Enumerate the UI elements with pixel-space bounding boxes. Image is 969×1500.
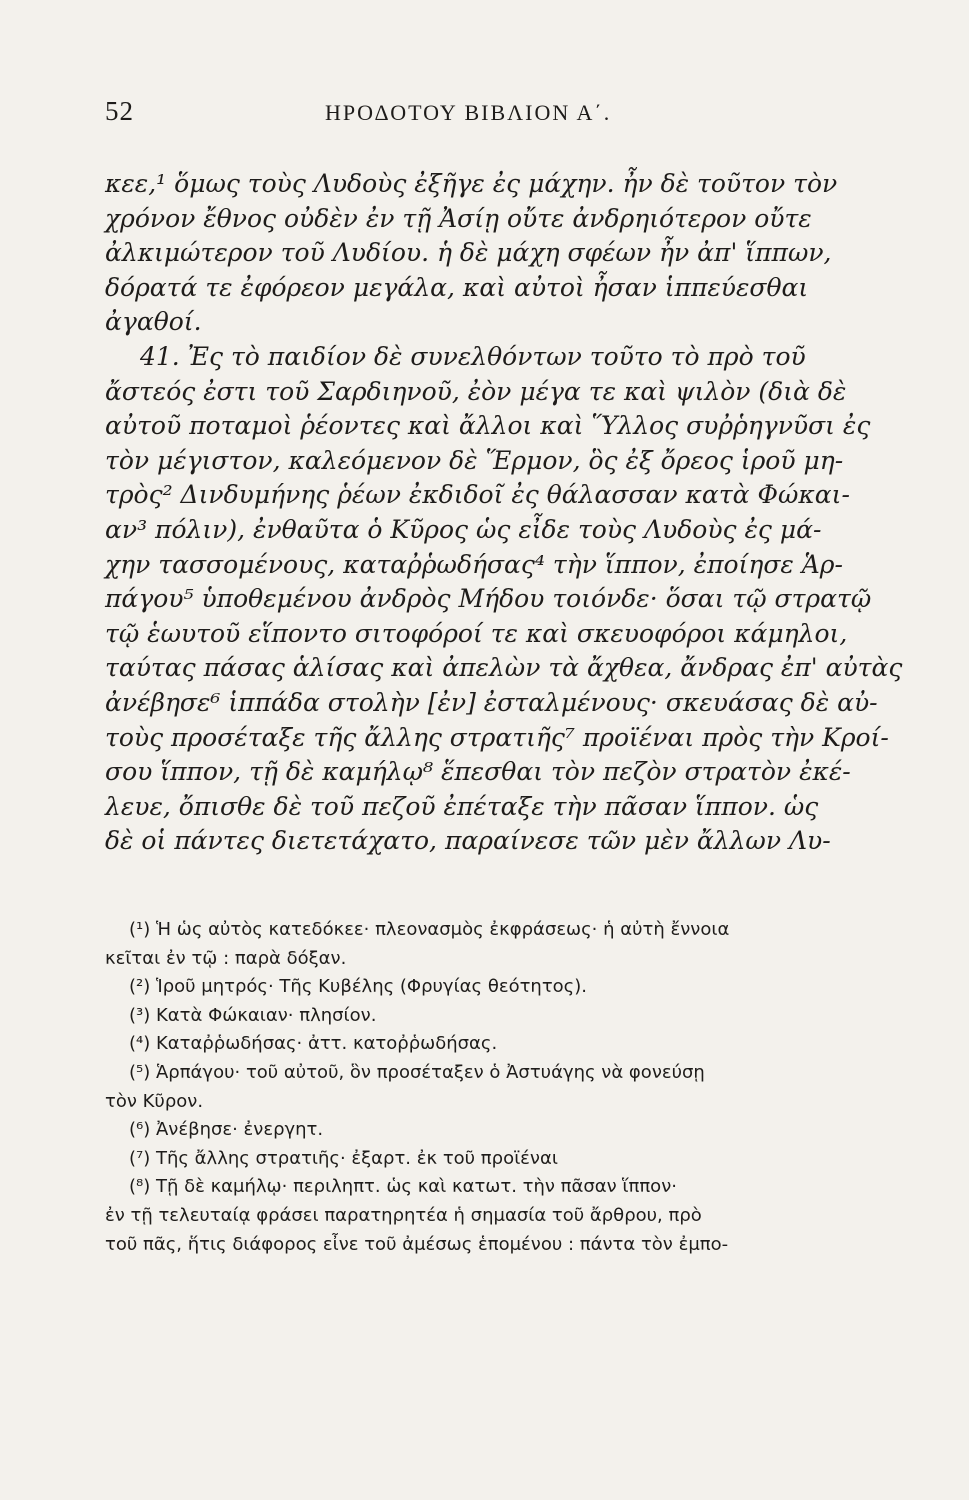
footnote-8: (⁸) Τῇ δὲ καμήλῳ· περιληπτ. ὡς καὶ κατωτ. τὴν πᾶσαν ἵππον· (129, 1176, 677, 1198)
footnote-6: (⁶) Ἀνέβησε· ἐνεργητ. (129, 1119, 324, 1141)
page-header (105, 96, 825, 136)
text-line: αν³ πόλιν), ἐνθαῦτα ὁ Κῦρος ὡς εἶδε τοὺς Λυδοὺς ἐς μά- (105, 514, 822, 544)
footnote-8-cont: τοῦ πᾶς, ἥτις διάφορος εἶνε τοῦ ἀμέσως ἑπομένου : πάντα τὸν ἐμπο- (105, 1233, 729, 1255)
text-line: χρόνον ἔθνος οὐδὲν ἐν τῇ Ἀσίῃ οὔτε ἀνδρηιότερον οὔτε (105, 203, 812, 233)
text-line: ἀγαθοί. (105, 307, 202, 337)
text-line: πάγου⁵ ὑποθεμένου ἀνδρὸς Μήδου τοιόνδε· ὅσαι τῷ στρατῷ (105, 584, 872, 614)
section-41-start: 41. Ἐς τὸ παιδίον δὲ συνελθόντων τοῦτο τὸ πρὸ τοῦ (140, 341, 806, 371)
text-line: ἀνέβησε⁶ ἱππάδα στολὴν [ἐν] ἐσταλμένους· σκευάσας δὲ αὐ- (105, 687, 878, 717)
text-line: δὲ οἱ πάντες διετετάχατο, παραίνεσε τῶν μὲν ἄλλων Λυ- (105, 826, 831, 856)
main-text (105, 167, 915, 859)
text-line: ταύτας πάσας ἁλίσας καὶ ἀπελὼν τὰ ἄχθεα, ἄνδρας ἐπ' αὐτὰς (105, 653, 903, 683)
footnote-2: (²) Ἱροῦ μητρός· Τῆς Κυβέλης (Φρυγίας θεότητος). (129, 976, 587, 998)
text-line: λευε, ὄπισθε δὲ τοῦ πεζοῦ ἐπέταξε τὴν πᾶσαν ἵππον. ὡς (105, 791, 819, 821)
text-line: σου ἵππον, τῇ δὲ καμήλῳ⁸ ἕπεσθαι τὸν πεζὸν στρατὸν ἐκέ- (105, 757, 851, 787)
text-line: τοὺς προσέταξε τῆς ἄλλης στρατιῆς⁷ προϊέναι πρὸς τὴν Κροί- (105, 722, 889, 752)
text-line: τὸν μέγιστον, καλεόμενον δὲ Ἕρμον, ὃς ἐξ ὄρεος ἱροῦ μη- (105, 445, 844, 475)
text-line: κεε,¹ ὅμως τοὺς Λυδοὺς ἐξῆγε ἐς μάχην. ἦν δὲ τοῦτον τὸν (105, 169, 838, 198)
footnote-8-cont: ἐν τῇ τελευταίᾳ φράσει παρατηρητέα ἡ σημασία τοῦ ἄρθρου, πρὸ (105, 1204, 702, 1226)
text-line: χην τασσομένους, καταῤῥωδήσας⁴ τὴν ἵππον, ἐποίησε Ἁρ- (105, 549, 843, 579)
footnote-5: (⁵) Ἁρπάγου· τοῦ αὐτοῦ, ὃν προσέταξεν ὁ Ἀστυάγης νὰ φονεύσῃ (129, 1061, 705, 1083)
page-number: 52 (105, 96, 134, 126)
footnote-5-cont: τὸν Κῦρον. (105, 1090, 204, 1112)
footnote-7: (⁷) Τῆς ἄλλης στρατιῆς· ἐξαρτ. ἐκ τοῦ προϊέναι (129, 1147, 558, 1169)
footnotes (105, 916, 915, 1259)
text-line: ἄστεός ἐστι τοῦ Σαρδιηνοῦ, ἐὸν μέγα τε καὶ ψιλὸν (διὰ δὲ (105, 376, 847, 406)
footnote-1-cont: κεῖται ἐν τῷ : παρὰ δόξαν. (105, 947, 347, 969)
footnote-1: (¹) Ἡ ὡς αὐτὸς κατεδόκεε· πλεονασμὸς ἐκφράσεως· ἡ αὐτὴ ἔννοια (129, 919, 730, 940)
text-line: αὐτοῦ ποταμοὶ ῥέοντες καὶ ἄλλοι καὶ Ὕλλος συῤῥηγνῦσι ἐς (105, 411, 871, 441)
footnote-4: (⁴) Καταῤῥωδήσας· ἀττ. κατοῤῥωδήσας. (129, 1033, 498, 1055)
text-line: δόρατά τε ἐφόρεον μεγάλα, καὶ αὐτοὶ ἦσαν ἱππεύεσθαι (105, 272, 809, 302)
text-line: τῷ ἑωυτοῦ εἵποντο σιτοφόροί τε καὶ σκευοφόροι κάμηλοι, (105, 618, 848, 648)
text-line: ἀλκιμώτερον τοῦ Λυδίου. ἡ δὲ μάχη σφέων ἦν ἀπ' ἵππων, (105, 238, 832, 268)
running-head: ΗΡΟΔΟΤΟΥ ΒΙΒΛΙΟΝ Α΄. (325, 100, 612, 125)
text-line: τρὸς² Δινδυμήνης ῥέων ἐκδιδοῖ ἐς θάλασσαν κατὰ Φώκαι- (105, 480, 850, 510)
footnote-3: (³) Κατὰ Φώκαιαν· πλησίον. (129, 1004, 377, 1026)
